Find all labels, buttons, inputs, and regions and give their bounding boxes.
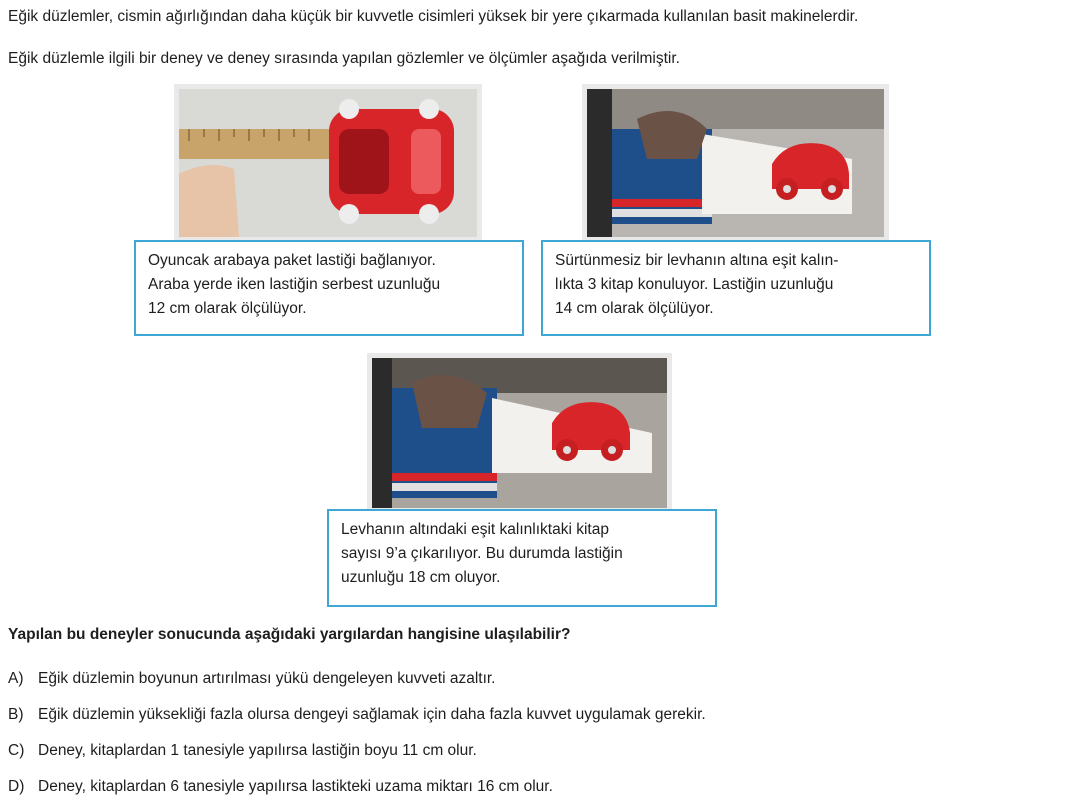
option-d-letter: D) [8,778,25,795]
option-b[interactable] [8,706,706,724]
intro-line-1: Eğik düzlemler, cismin ağırlığından daha küçük bir kuvvetle cisimleri yüksek bir yere çıkarmada kullanılan basit makinelerdir. [8,8,859,25]
caption-2-line-3: 14 cm olarak ölçülüyor. [555,300,714,317]
intro-line-2: Eğik düzlemle ilgili bir deney ve deney sırasında yapılan gözlemler ve ölçümler aşağıda verilmiştir. [8,50,680,67]
option-d-text: Deney, kitaplardan 6 tanesiyle yapılırsa lastikteki uzama miktarı 16 cm olur. [38,778,553,795]
car-ruler-illustration [179,89,477,237]
photo-incline-3-books [582,84,889,242]
option-d[interactable] [8,778,553,796]
option-c-text: Deney, kitaplardan 1 tanesiyle yapılırsa lastiğin boyu 11 cm olur. [38,742,477,759]
option-a-letter: A) [8,670,24,687]
question-text: Yapılan bu deneyler sonucunda aşağıdaki yargılardan hangisine ulaşılabilir? [8,626,571,643]
option-a[interactable] [8,670,496,688]
option-b-letter: B) [8,706,24,723]
caption-1-line-2: Araba yerde iken lastiğin serbest uzunluğu [148,276,441,293]
caption-3-line-1: Levhanın altındaki eşit kalınlıktaki kitap [341,521,609,538]
incline-9-books-illustration [372,358,667,508]
incline-3-books-illustration [587,89,884,237]
caption-2-line-1: Sürtünmesiz bir levhanın altına eşit kalın- [555,252,839,269]
option-a-text: Eğik düzlemin boyunun artırılması yükü dengeleyen kuvveti azaltır. [38,670,496,687]
option-c-letter: C) [8,742,25,759]
caption-3-line-2: sayısı 9’a çıkarılıyor. Bu durumda lastiğin [341,545,623,562]
caption-3-line-3: uzunluğu 18 cm oluyor. [341,569,501,586]
photo-incline-9-books [367,353,672,513]
caption-experiment-1 [134,240,524,336]
option-c[interactable] [8,742,477,760]
caption-1-line-1: Oyuncak arabaya paket lastiği bağlanıyor. [148,252,436,269]
option-b-text: Eğik düzlemin yüksekliği fazla olursa dengeyi sağlamak için daha fazla kuvvet uygulamak gerekir. [38,706,706,723]
caption-2-line-2: lıkta 3 kitap konuluyor. Lastiğin uzunluğu [555,276,834,293]
caption-1-line-3: 12 cm olarak ölçülüyor. [148,300,307,317]
caption-experiment-2 [541,240,931,336]
caption-experiment-3 [327,509,717,607]
photo-car-ruler [174,84,482,242]
